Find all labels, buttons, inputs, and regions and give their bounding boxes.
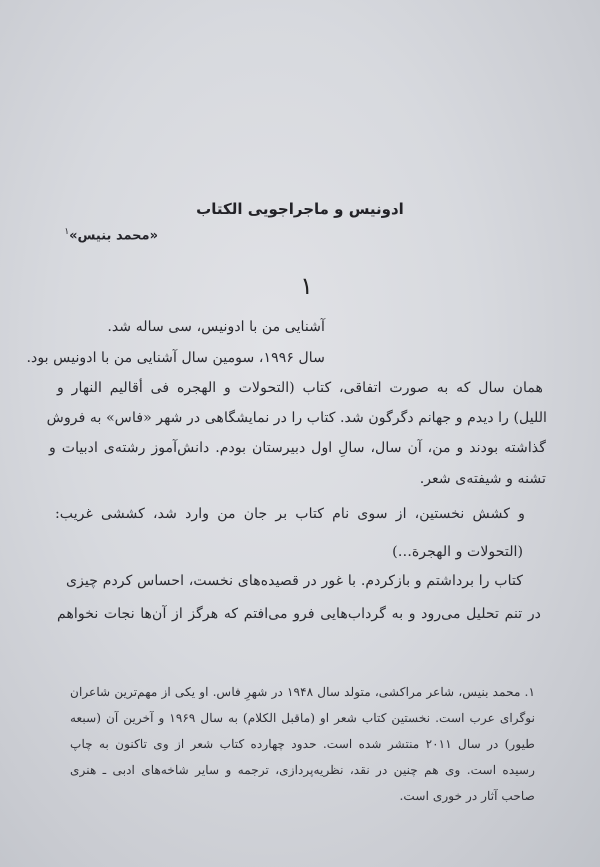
section-number: ۱ <box>300 272 313 300</box>
author-name <box>64 227 158 243</box>
body-line: در تنم تحلیل می‌رود و به گرداب‌هایی فرو می‌افتم که هرگز از آن‌ها نجات نخواهم <box>57 606 541 622</box>
body-line: اللیل) را دیدم و جهانم دگرگون شد. کتاب را در نمایشگاهی در شهر «فاس» به فروش <box>46 410 547 426</box>
footnote-marker: ۱ <box>64 227 70 237</box>
body-line: کتاب را برداشتم و بازکردم. با غور در قصیده‌های نخست، احساس کردم چیزی <box>66 573 523 589</box>
body-line: (التحولات و الهجرة…) <box>392 544 523 560</box>
footnote-line: رسیده است. وی هم چنین در نقد، نظریه‌پردازی، ترجمه و سایر شاخه‌های ادبی ـ هنری <box>70 763 535 777</box>
body-line: و کشش نخستین، از سوی نام کتاب بر جان من وارد شد، کششی غریب: <box>55 506 525 522</box>
footnote-line: طیور) در سال ۲۰۱۱ منتشر شده است. حدود چهارده کتاب شعر از وی تاکنون به چاپ <box>70 737 535 751</box>
footnote-line: نوگرای عرب است. نخستین کتاب شعر او (ماقبل الکلام) به سال ۱۹۶۹ و آخرین آن (سبعه <box>70 711 535 725</box>
article-title: ادونیس و ماجراجویی الکتاب <box>196 200 404 218</box>
footnote-line: ۱. محمد بنیس، شاعر مراکشی، متولد سال ۱۹۴۸ در شهرِ فاس. او یکی از مهم‌ترین شاعران <box>70 685 535 699</box>
body-line: تشنه و شیفته‌ی شعر. <box>419 471 546 487</box>
body-line: آشنایی من با ادونیس، سی ساله شد. <box>107 319 325 335</box>
author-label: «محمد بنیس» <box>69 228 158 244</box>
footnote-line: صاحب آثار در خوری است. <box>399 789 535 803</box>
body-line: سال ۱۹۹۶، سومین سال آشنایی من با ادونیس بود. <box>26 350 325 366</box>
body-line: همان سال که به صورت اتفاقی، کتاب (التحولات و الهجره فی أقالیم النهار و <box>57 380 543 396</box>
body-line: گذاشته بودند و من، آن سال، سالِ اول دبیرستان بودم. دانش‌آموز رشته‌ی ادبیات و <box>49 440 546 456</box>
